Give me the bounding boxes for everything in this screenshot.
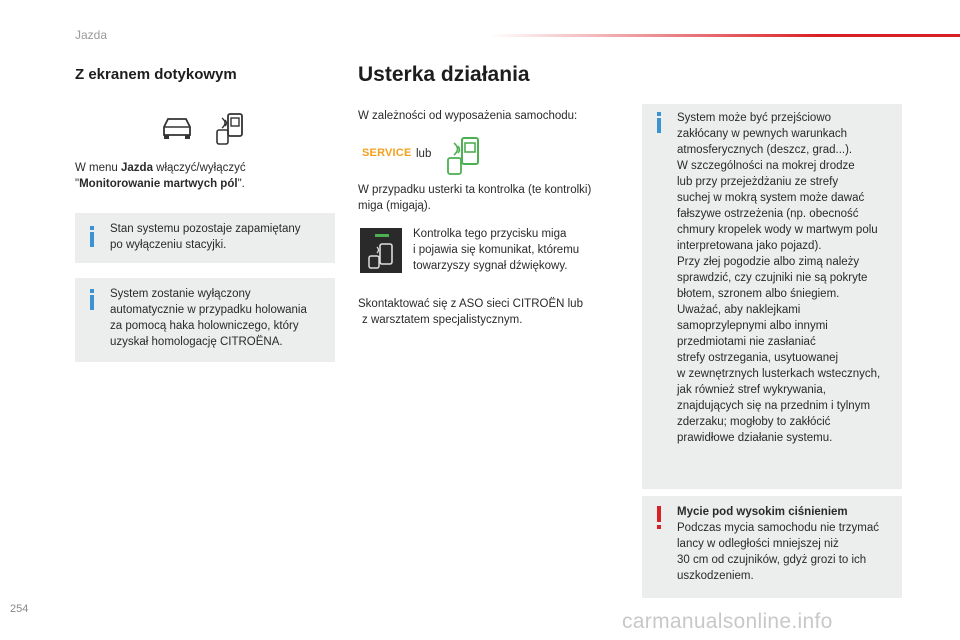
info-icon	[90, 295, 94, 310]
section-label: Jazda	[75, 28, 108, 42]
contact-line: Skontaktować się z ASO sieci CITROËN lub	[358, 298, 583, 310]
info-text-line: Stan systemu pozostaje zapamiętany	[110, 223, 301, 235]
text-line: jak również stref wykrywania,	[677, 384, 826, 396]
text-line: lancy w odległości mniejszej niż	[677, 538, 839, 550]
text-line: atmosferycznych (deszcz, grad...).	[677, 144, 853, 156]
fault-line: W przypadku usterki ta kontrolka (te kontrolki)	[358, 184, 592, 196]
weather-info-text	[677, 110, 880, 446]
text-line: interpretowana jako pojazd).	[677, 240, 822, 252]
warning-title: Mycie pod wysokim ciśnieniem	[677, 506, 848, 518]
info-box-memory	[75, 213, 335, 263]
malfunction-heading: Usterka działania	[358, 63, 530, 86]
button-desc-line: Kontrolka tego przycisku miga	[413, 228, 567, 240]
text-line: Uważać, aby naklejkami	[677, 304, 801, 316]
text-line: w zewnętrznych lusterkach wstecznych,	[677, 368, 881, 380]
info-icon	[657, 118, 661, 133]
text-line: suchej w mokrą system może dawać	[677, 192, 865, 204]
watermark: carmanualsonline.info	[622, 610, 833, 633]
blind-spot-icon	[214, 112, 248, 146]
menu-blind-spot-monitoring: Monitorowanie martwych pól	[79, 178, 238, 190]
text-line: zderzaku; mogłoby to zakłócić	[677, 416, 831, 428]
blind-spot-button-icon	[360, 228, 402, 273]
info-text-line: za pomocą haka holowniczego, który	[110, 320, 299, 332]
text-line: uszkodzeniem.	[677, 570, 754, 582]
car-outline-icon	[160, 115, 194, 141]
equipment-intro: W zależności od wyposażenia samochodu:	[358, 110, 578, 122]
warning-text	[677, 520, 879, 584]
button-desc-line: towarzyszy sygnał dźwiękowy.	[413, 260, 568, 272]
fault-description	[358, 182, 591, 214]
text-line: chmury kropelek wody w martwym polu	[677, 224, 878, 236]
button-desc-line: i pojawia się komunikat, któremu	[413, 244, 580, 256]
touchscreen-heading: Z ekranem dotykowym	[75, 66, 237, 83]
menu-instruction	[75, 160, 325, 192]
text-line: przedmiotami nie zasłaniać	[677, 336, 816, 348]
text-line: błotem, szronem albo śniegiem.	[677, 288, 840, 300]
or-label: lub	[416, 148, 432, 160]
text-line: sprawdzić, czy czujniki nie są pokryte	[677, 272, 868, 284]
info-text-line: po wyłączeniu stacyjki.	[110, 239, 227, 251]
contact-line: z warsztatem specjalistycznym.	[362, 314, 523, 326]
contact-dealer	[358, 296, 583, 328]
menu-quote-open: "	[75, 178, 80, 190]
text-line: znajdujących się na przednim i tylnym	[677, 400, 871, 412]
text-line: W szczególności na mokrej drodze	[677, 160, 855, 172]
info-text-line: automatycznie w przypadku holowania	[110, 304, 307, 316]
text-line: fałszywe ostrzeżenia (np. obecność	[677, 208, 859, 220]
text-line: Podczas mycia samochodu nie trzymać	[677, 522, 879, 534]
info-icon	[90, 232, 94, 247]
info-box-weather	[642, 104, 902, 489]
text-line: strefy ostrzegania, usytuowanej	[677, 352, 839, 364]
service-warning-label: SERVICE	[362, 147, 412, 159]
button-description	[413, 226, 579, 274]
text-line: samoprzylepnymi albo innymi	[677, 320, 828, 332]
info-box-towing	[75, 278, 335, 362]
fault-line: miga (migają).	[358, 200, 431, 212]
text-line: 30 cm od czujników, gdyż grozi to ich	[677, 554, 867, 566]
info-text-line: uzyskał homologację CITROËNA.	[110, 336, 283, 348]
text-line: Przy złej pogodzie albo zimą należy	[677, 256, 860, 268]
warning-icon	[657, 506, 661, 522]
info-text-line: System zostanie wyłączony	[110, 288, 251, 300]
warning-box-pressure-wash	[642, 496, 902, 598]
text-line: lub przy przejeżdżaniu ze strefy	[677, 176, 839, 188]
menu-text-prefix: W menu	[75, 162, 122, 174]
menu-text-toggle: włączyć/wyłączyć	[152, 162, 246, 174]
menu-quote-close: ".	[237, 178, 245, 190]
text-line: prawidłowe działanie systemu.	[677, 432, 833, 444]
text-line: zakłócany w pewnych warunkach	[677, 128, 848, 140]
text-line: System może być przejściowo	[677, 112, 832, 124]
header-accent-line	[490, 34, 960, 37]
menu-jazda: Jazda	[121, 162, 153, 174]
page-number: 254	[10, 603, 29, 615]
blind-spot-green-icon	[445, 136, 483, 176]
